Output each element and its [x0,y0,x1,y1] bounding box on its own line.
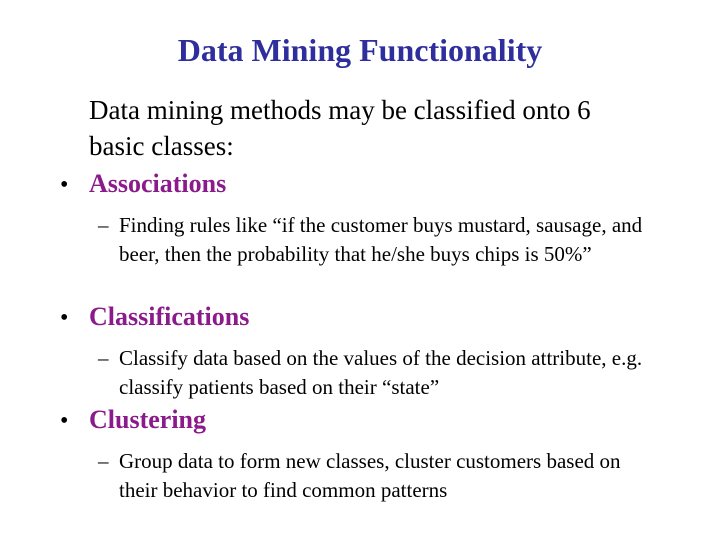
bullet-heading: Classifications [89,302,250,331]
sub-bullet-row [98,344,700,402]
bullet-item-clustering [60,402,700,505]
dash-icon: – [98,449,109,473]
dash-icon: – [98,346,109,370]
bullet-heading: Clustering [89,405,206,434]
sub-bullet-text: Group data to form new classes, cluster customers based on their behavior to find common patterns [119,449,621,502]
sub-bullet-text: Finding rules like “if the customer buys mustard, sausage, and beer, then the probability that he/she buys chips is 50%” [119,213,643,266]
bullet-icon: • [60,172,69,198]
bullet-icon: • [60,305,69,331]
bullet-item-classifications [60,299,700,402]
intro-text: Data mining methods may be classified onto 6 basic classes: [89,95,591,161]
dash-icon: – [98,213,109,237]
sub-bullet-text: Classify data based on the values of the decision attribute, e.g. classify patients based on their “state” [119,346,643,399]
bullet-row [60,299,700,336]
bullet-icon: • [60,408,69,434]
slide-title: Data Mining Functionality [177,32,543,68]
sub-bullet-row [98,211,700,269]
bullet-item-associations [60,166,700,269]
bullet-row [60,166,700,203]
bullet-row [60,402,700,439]
sub-bullet-row [98,447,700,505]
bullet-heading: Associations [89,169,227,198]
